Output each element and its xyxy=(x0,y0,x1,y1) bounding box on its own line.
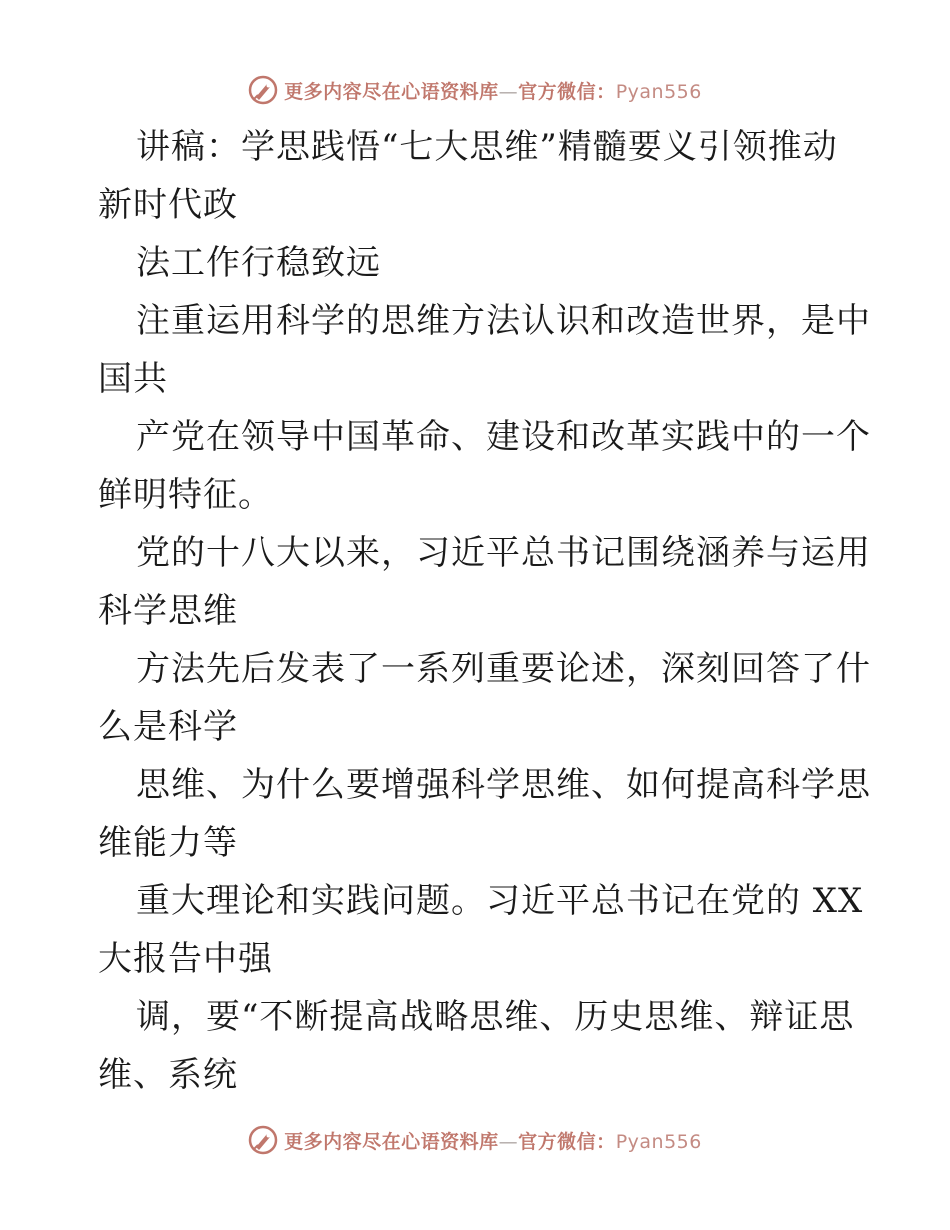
text-line: 讲稿：学思践悟“七大思维”精髓要义引领推动 xyxy=(136,127,838,167)
text-line: 重大理论和实践问题。习近平总书记在党的 XX xyxy=(136,881,864,921)
text-line: 注重运用科学的思维方法认识和改造世界，是中 xyxy=(136,301,871,341)
banner-suffix-text: 官方微信： xyxy=(518,80,616,103)
banner-wechat-id: Pyan556 xyxy=(615,1130,702,1153)
banner-suffix-text: 官方微信： xyxy=(518,1130,616,1153)
text-line: 么是科学 xyxy=(98,707,238,747)
pen-nib-logo-icon xyxy=(248,75,278,105)
banner-wechat-id: Pyan556 xyxy=(615,80,702,103)
text-line: 维能力等 xyxy=(98,823,238,863)
text-line: 调，要“不断提高战略思维、历史思维、辩证思 xyxy=(136,997,855,1037)
text-line: 大报告中强 xyxy=(98,939,273,979)
pen-nib-logo-icon xyxy=(248,1125,278,1155)
text-line: 产党在领导中国革命、建设和改革实践中的一个 xyxy=(136,417,871,457)
text-line: 方法先后发表了一系列重要论述，深刻回答了什 xyxy=(136,649,871,689)
text-line: 科学思维 xyxy=(98,591,238,631)
text-line: 思维、为什么要增强科学思维、如何提高科学思 xyxy=(136,765,871,805)
header-banner xyxy=(0,70,950,110)
banner-main-text: 更多内容尽在心语资料库 xyxy=(284,1130,499,1153)
footer-banner xyxy=(0,1120,950,1160)
banner-text xyxy=(284,1127,702,1154)
text-line: 鲜明特征。 xyxy=(98,475,273,515)
text-line: 党的十八大以来，习近平总书记围绕涵养与运用 xyxy=(136,533,871,573)
text-line: 法工作行稳致远 xyxy=(136,243,381,283)
banner-separator: — xyxy=(498,1130,519,1153)
banner-text xyxy=(284,77,702,104)
text-line: 国共 xyxy=(98,359,168,399)
text-line: 维、系统 xyxy=(98,1055,238,1095)
document-body xyxy=(98,118,871,1104)
banner-separator: — xyxy=(498,80,519,103)
text-line: 新时代政 xyxy=(98,185,238,225)
banner-main-text: 更多内容尽在心语资料库 xyxy=(284,80,499,103)
